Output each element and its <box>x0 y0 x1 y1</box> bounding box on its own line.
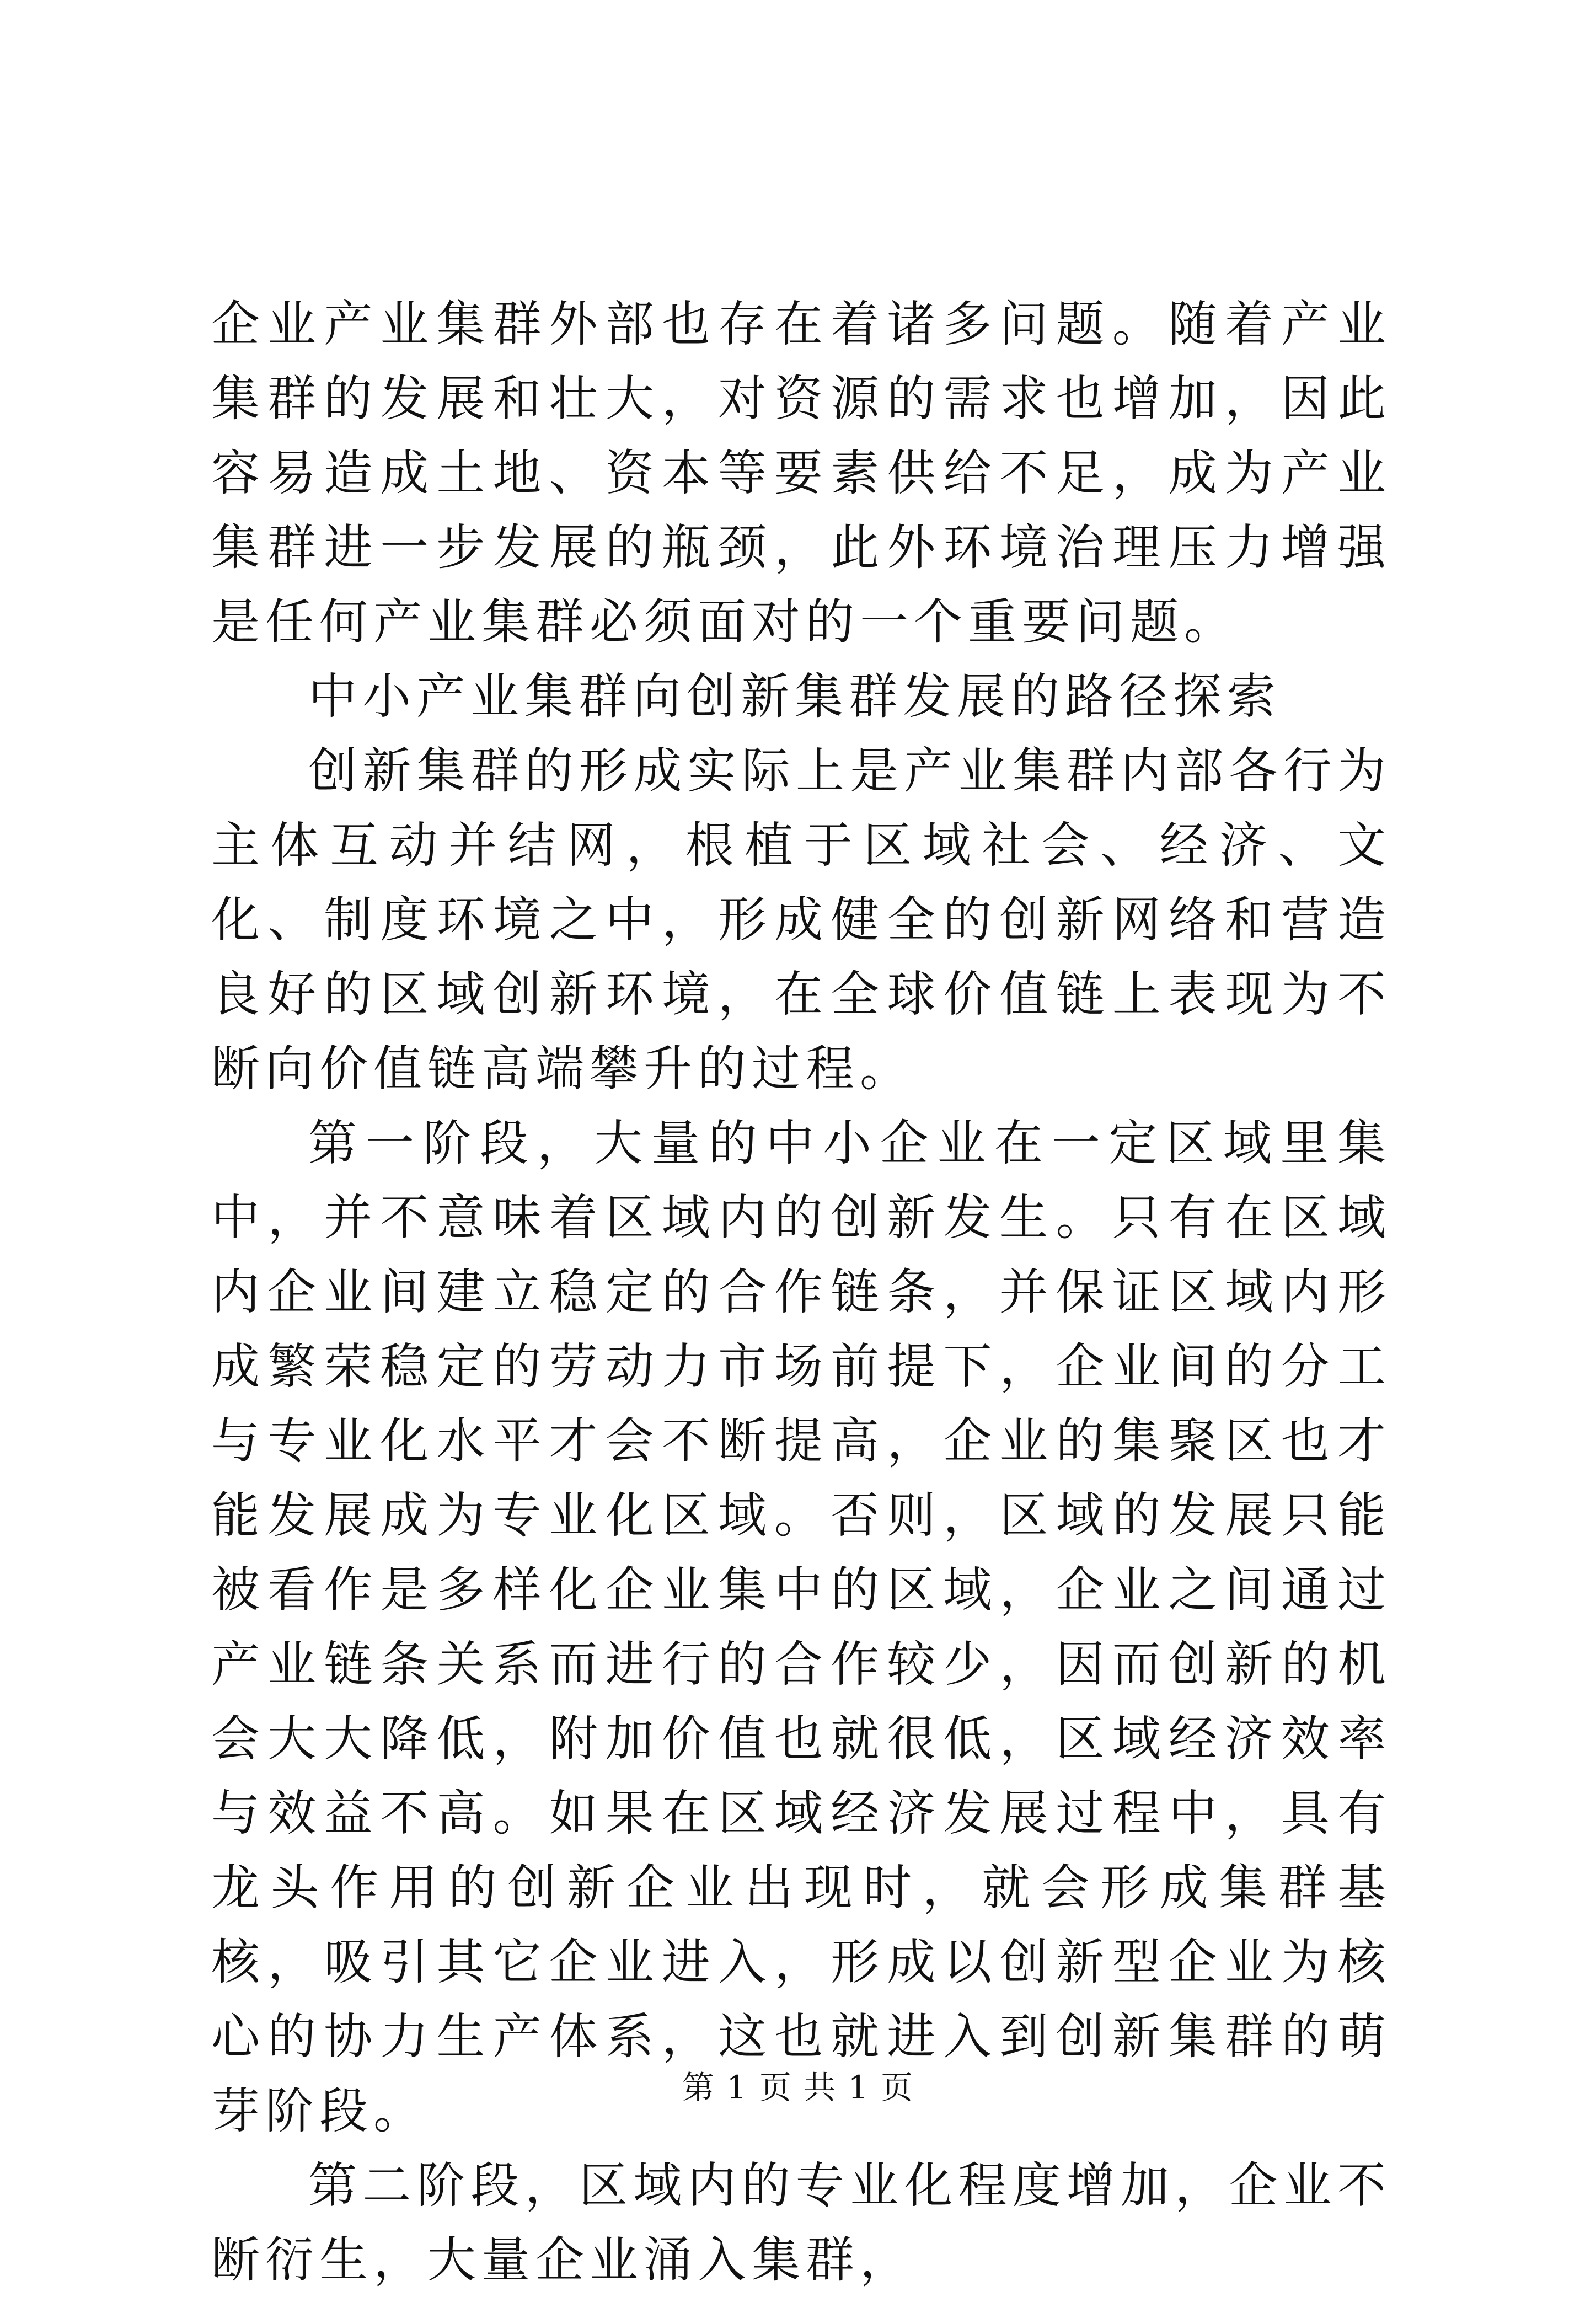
section-heading: 中小产业集群向创新集群发展的路径探索 <box>308 668 1282 725</box>
page-footer: 第 1 页 共 1 页 <box>682 2069 914 2106</box>
paragraph-4: 第一阶段，大量的中小企业在一定区域里集中，并不意味着区域内的创新发生。只有在区域内企业间建立稳定的合作链条，并保证区域内形成繁荣稳定的劳动力市场前提下，企业间的分工与专业化水平才会不断提高，企业的集聚区也才能发展成为专业化区域。否则，区域的发展只能被看作是多样化企业集中的区域，企业之间通过产业链条关系而进行的合作较少，因而创新的机会大大降低，附加价值也就很低，区域经济效率与效益不高。如果在区域经济发展过程中，具有龙头作用的创新企业出现时，就会形成集群基核，吸引其它企业进入，形成以创新型企业为核心的协力生产体系，这也就进入到创新集群的萌芽阶段。 <box>211 1115 1391 2139</box>
paragraph-1: 企业产业集群外部也存在着诸多问题。随着产业集群的发展和壮大，对资源的需求也增加，因此容易造成土地、资本等要素供给不足，成为产业集群进一步发展的瓶颈，此外环境治理压力增强是任何产业集群必须面对的一个重要问题。 <box>211 296 1391 650</box>
paragraph-5: 第二阶段，区域内的专业化程度增加，企业不断衍生，大量企业涌入集群， <box>211 2157 1391 2288</box>
document-body <box>211 287 1391 2297</box>
paragraph-3: 创新集群的形成实际上是产业集群内部各行为主体互动并结网，根植于区域社会、经济、文化、制度环境之中，形成健全的创新网络和营造良好的区域创新环境，在全球价值链上表现为不断向价值链高端攀升的过程。 <box>211 742 1391 1097</box>
